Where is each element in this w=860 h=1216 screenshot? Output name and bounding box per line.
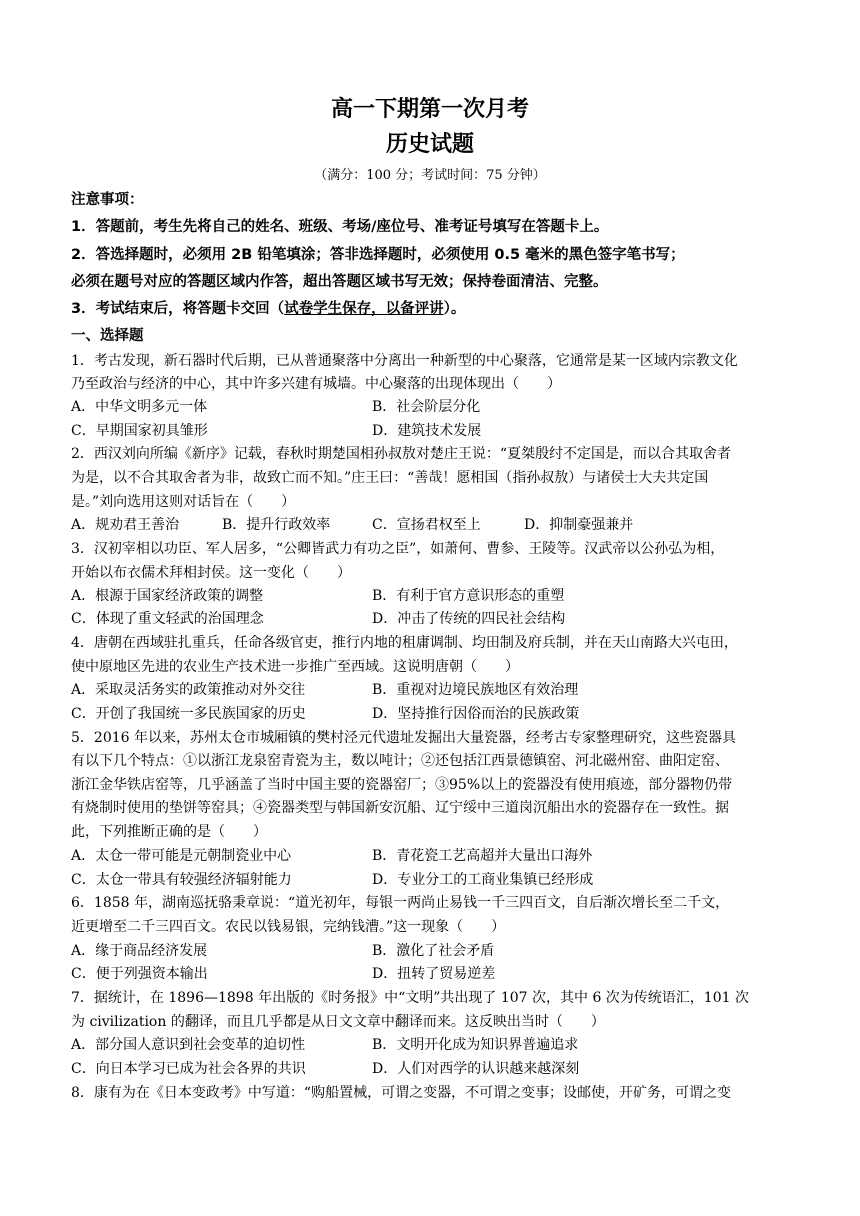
question-8-line: 8．康有为在《日本变政考》中写道：“购船置械，可谓之变器，不可谓之变事；设邮使，开矿务，可谓之变 bbox=[71, 1085, 732, 1101]
question-5-option-d: D．专业分工的工商业集镇已经形成 bbox=[372, 872, 594, 888]
question-2-option-c: C．宣扬君权至上 bbox=[372, 517, 481, 533]
question-6-line: 近更增至二千三四百文。农民以钱易银，完纳钱漕。”这一现象（ ） bbox=[71, 919, 506, 935]
question-6-option-a: A．缘于商品经济发展 bbox=[71, 943, 208, 959]
question-5-line: 有以下几个特点：①以浙江龙泉窑青瓷为主，数以吨计；②还包括江西景德镇窑、河北磁州窑、曲阳定窑、 bbox=[71, 753, 729, 769]
question-6-line: 6．1858 年，湖南巡抚骆秉章说：“道光初年，每银一两尚止易钱一千三四百文，自后渐次增长至二千文， bbox=[71, 895, 730, 911]
notice-item-3 bbox=[71, 298, 795, 321]
question-2-line: 为是，以不合其取舍者为非，故致亡而不知。”庄王曰：“善哉！愿相国（指孙叔敖）与诸侯士大夫共定国 bbox=[71, 470, 709, 486]
exam-title: 高一下期第一次月考 bbox=[330, 97, 529, 122]
question-4-option-c: C．开创了我国统一多民族国家的历史 bbox=[71, 706, 306, 722]
question-3-option-a: A．根源于国家经济政策的调整 bbox=[71, 588, 264, 604]
question-3-option-d: D．冲击了传统的四民社会结构 bbox=[372, 611, 566, 627]
question-6-option-c: C．便于列强资本输出 bbox=[71, 966, 208, 982]
question-4-option-b: B．重视对边境民族地区有效治理 bbox=[372, 682, 579, 698]
question-4-line: 使中原地区先进的农业生产技术进一步推广至西域。这说明唐朝（ ） bbox=[71, 659, 519, 675]
question-7-option-a: A．部分国人意识到社会变革的迫切性 bbox=[71, 1037, 306, 1053]
question-3-option-c: C．体现了重文轻武的治国理念 bbox=[71, 611, 264, 627]
question-7-option-c: C．向日本学习已成为社会各界的共识 bbox=[71, 1061, 306, 1077]
question-2-option-b: B．提升行政效率 bbox=[222, 517, 331, 533]
question-1-line: 乃至政治与经济的中心，其中许多兴建有城墙。中心聚落的出现体现出（ ） bbox=[71, 376, 561, 392]
question-1-option-a: A．中华文明多元一体 bbox=[71, 399, 208, 415]
question-3-line: 开始以布衣儒术拜相封侯。这一变化（ ） bbox=[71, 565, 351, 581]
question-1-option-d: D．建筑技术发展 bbox=[372, 423, 482, 439]
notice-item-3-post: ）。 bbox=[443, 301, 466, 317]
question-6-option-d: D．扭转了贸易逆差 bbox=[372, 966, 496, 982]
question-5-option-c: C．太仓一带具有较强经济辐射能力 bbox=[71, 872, 292, 888]
question-1-option-c: C．早期国家初具雏形 bbox=[71, 423, 208, 439]
question-6-option-b: B．激化了社会矛盾 bbox=[372, 943, 495, 959]
question-1-line: 1．考古发现，新石器时代后期，已从普通聚落中分离出一种新型的中心聚落，它通常是某一区域内宗教文化 bbox=[71, 353, 738, 369]
question-2-option-d: D．抑制豪强兼并 bbox=[524, 517, 634, 533]
notice-heading: 注意事项： bbox=[71, 192, 144, 208]
notice-item-3-pre: 3．考试结束后，将答题卡交回（ bbox=[71, 301, 285, 317]
notice-item-1: 1．答题前，考生先将自己的姓名、班级、考场/座位号、准考证号填写在答题卡上。 bbox=[71, 219, 609, 235]
question-5-line: 5．2016 年以来，苏州太仓市城厢镇的樊村泾元代遗址发掘出大量瓷器，经考古专家整理研究，这些瓷器具 bbox=[71, 730, 736, 746]
question-2-option-a: A．规劝君王善治 bbox=[71, 517, 180, 533]
question-5-option-a: A．太仓一带可能是元朝制瓷业中心 bbox=[71, 848, 292, 864]
question-4-option-a: A．采取灵活务实的政策推动对外交往 bbox=[71, 682, 306, 698]
question-3-line: 3．汉初宰相以功臣、军人居多，“公卿皆武力有功之臣”，如萧何、曹参、王陵等。汉武帝以公孙弘为相， bbox=[71, 541, 725, 557]
question-7-option-d: D．人们对西学的认识越来越深刻 bbox=[372, 1061, 580, 1077]
question-4-line: 4．唐朝在西域驻扎重兵，任命各级官吏，推行内地的租庸调制、均田制及府兵制，并在天山南路大兴屯田， bbox=[71, 635, 738, 651]
question-5-option-b: B．青花瓷工艺高超并大量出口海外 bbox=[372, 848, 593, 864]
question-7-line: 7．据统计，在 1896—1898 年出版的《时务报》中“文明”共出现了 107 次，其中 6 次为传统语汇，101 次 bbox=[71, 990, 749, 1006]
question-2-line: 是。”刘向选用这则对话旨在（ ） bbox=[71, 494, 296, 510]
subject-title: 历史试题 bbox=[385, 132, 474, 157]
question-5-line: 此，下列推断正确的是（ ） bbox=[71, 824, 267, 840]
question-4-option-d: D．坚持推行因俗而治的民族政策 bbox=[372, 706, 580, 722]
question-7-option-b: B．文明开化成为知识界普遍追求 bbox=[372, 1037, 579, 1053]
notice-item-2-cont: 必须在题号对应的答题区域内作答，超出答题区域书写无效；保持卷面清洁、完整。 bbox=[71, 274, 608, 290]
section-heading: 一、选择题 bbox=[71, 328, 144, 344]
question-2-line: 2．西汉刘向所编《新序》记载，春秋时期楚国相孙叔敖对楚庄王说：“夏桀殷纣不定国是，而以合其取舍者 bbox=[71, 446, 732, 462]
exam-info: （满分：100 分；考试时间：75 分钟） bbox=[314, 168, 546, 183]
notice-item-2: 2．答选择题时，必须用 2B 铅笔填涂；答非选择题时，必须使用 0.5 毫米的黑色签字笔书写； bbox=[71, 247, 685, 263]
question-3-option-b: B．有利于官方意识形态的重塑 bbox=[372, 588, 565, 604]
question-1-option-b: B．社会阶层分化 bbox=[372, 399, 481, 415]
notice-item-3-underlined: 试卷学生保存，以备评讲 bbox=[284, 301, 444, 317]
question-5-line: 浙江金华铁店窑等，几乎涵盖了当时中国主要的瓷器窑厂；③95%以上的瓷器没有使用痕迹，部分器物仍带 bbox=[71, 777, 733, 793]
question-5-line: 有烧制时使用的垫饼等窑具；④瓷器类型与韩国新安沉船、辽宁绥中三道岗沉船出水的瓷器存在一致性。据 bbox=[71, 800, 729, 816]
question-7-line: 为 civilization 的翻译，而且几乎都是从日文文章中翻译而来。这反映出当时（ ） bbox=[71, 1014, 605, 1030]
